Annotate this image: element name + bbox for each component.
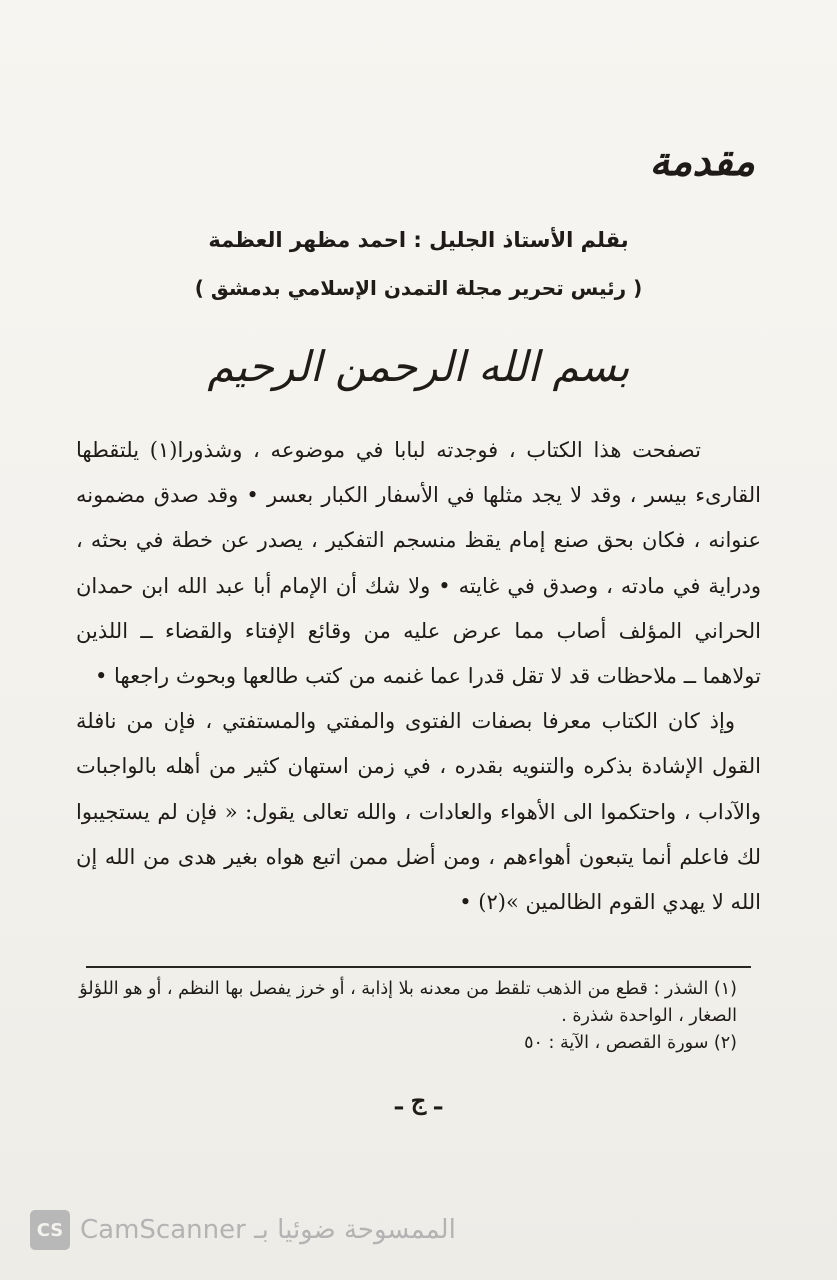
page-number: ـ ج ـ: [395, 1086, 442, 1115]
author-role-line: ( رئيس تحرير مجلة التمدن الإسلامي بدمشق ): [194, 276, 643, 300]
paragraph: وإذ كان الكتاب معرفا بصفات الفتوى والمفتي والمستفتي ، فإن من نافلة القول الإشادة بذكره والتنويه بقدره ، في زمن استهان كثير من أهله بالواجبات والآداب ، واحتكموا الى الأهواء والعادات ، والله تعالى يقول: « فإن لم يستجيبوا لك فاعلم أنما يتبعون أهواءهم ، ومن أضل ممن اتبع هواه بغير هدى من الله إن الله لا يهدي القوم الظالمين »(٢) •: [76, 709, 761, 915]
footnote-separator: [86, 966, 751, 968]
watermark-text: CamScanner الممسوحة ضوئيا بـ: [80, 1215, 456, 1245]
footnote: (٢) سورة القصص ، الآية : ٥٠: [524, 1033, 737, 1053]
basmala: بسم الله الرحمن الرحيم: [207, 342, 630, 391]
section-heading: مقدمة: [649, 138, 755, 185]
paragraph: تصفحت هذا الكتاب ، فوجدته لبابا في موضوعه ، وشذورا(١) يلتقطها القارىء بيسر ، وقد لا يجد مثلها في الأسفار الكبار بعسر • وقد صدق مضمونه عنوانه ، فكان بحق صنع إمام يقظ منسجم التفكير ، يصدر عن خطة في بحثه ، ودراية في مادته ، وصدق في غايته • ولا شك أن الإمام أبا عبد الله ابن حمدان الحراني المؤلف أصاب مما عرض عليه من وقائع الإفتاء والقضاء ــ اللذين تولاهما ــ ملاحظات قد لا تقل قدرا عما غنمه من كتب طالعها وبحوث راجعها •: [76, 438, 761, 689]
camscanner-logo-icon: CS: [30, 1210, 70, 1250]
scanner-watermark: [30, 1210, 456, 1250]
main-text: [76, 428, 761, 925]
footnotes: [76, 976, 737, 1057]
footnote: (١) الشذر : قطع من الذهب تلقط من معدنه بلا إذابة ، أو خرز يفصل بها النظم ، أو هو اللؤلؤ الصغار ، الواحدة شذرة .: [79, 979, 737, 1026]
author-line: بقلم الأستاذ الجليل : احمد مظهر العظمة: [208, 228, 629, 252]
